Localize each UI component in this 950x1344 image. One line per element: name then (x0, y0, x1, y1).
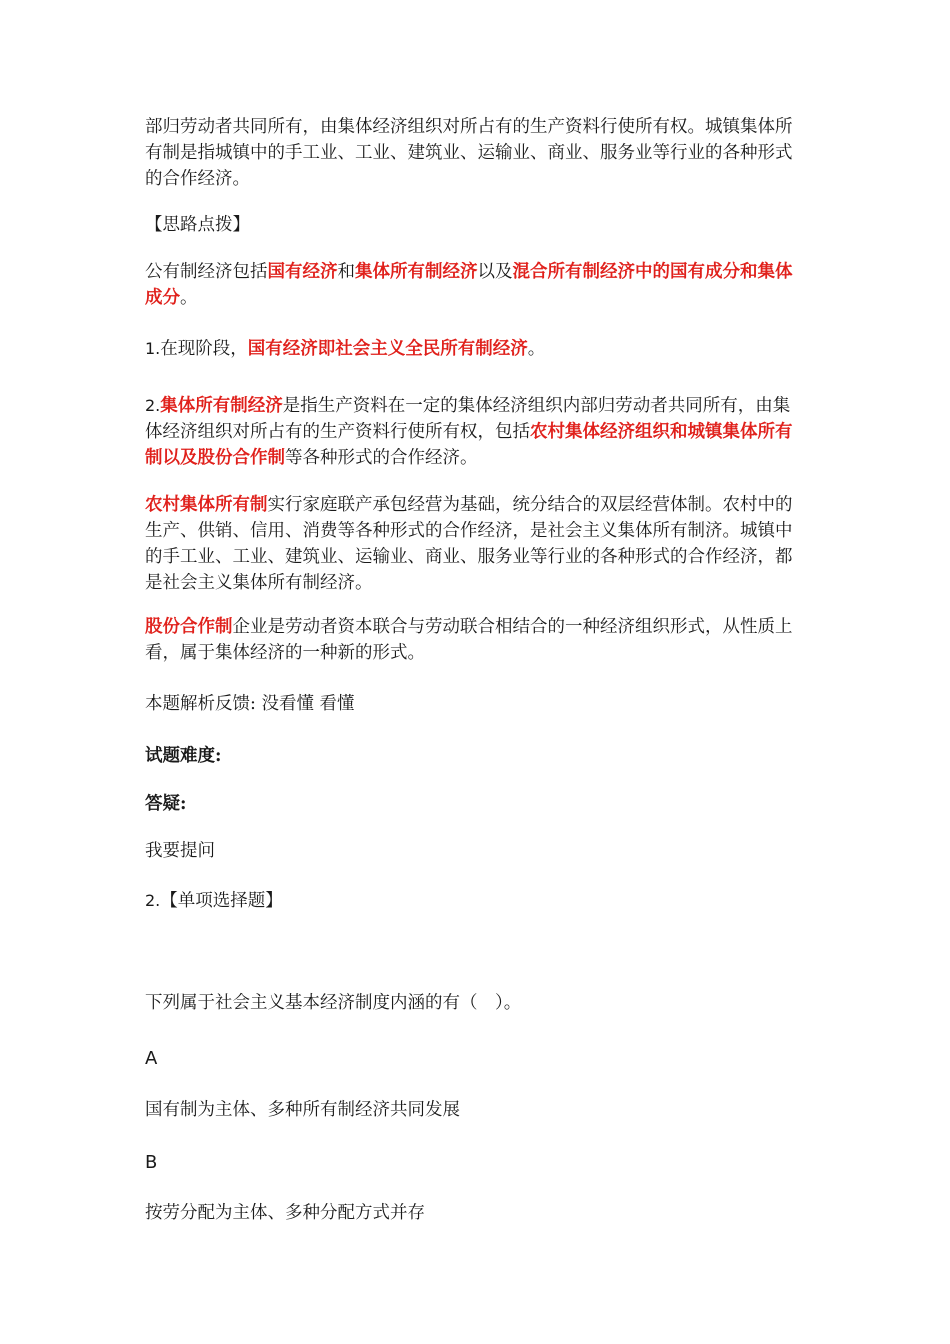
highlight-collective-economy: 集体所有制经济 (355, 262, 478, 282)
highlight-rural-collective: 农村集体所有制 (145, 495, 268, 515)
text-segment: 在现阶段， (160, 339, 248, 359)
question-type: 【单项选择题】 (160, 891, 283, 911)
text-segment: 和 (337, 262, 355, 282)
point-2-paragraph (145, 393, 805, 471)
text-segment: 实行家庭联产承包经营为基础，统分结合的双层经营体制。农村中的生产、供销、信用、消费等各种形式的合作经济，是社会主义集体所有制济。城镇中的手工业、工业、建筑业、运输业、商业、服务业等行业的各种形式的合作经济，都是社会主义集体所有制经济。 (145, 495, 793, 593)
feedback-row (145, 691, 805, 717)
text-segment: 。 (527, 339, 546, 359)
ask-question-link[interactable]: 我要提问 (145, 841, 215, 861)
point-number: 1. (145, 339, 161, 358)
text-segment: 。 (180, 288, 198, 308)
point-number: 2. (145, 396, 161, 415)
share-cooperative-paragraph (145, 614, 805, 666)
question-number: 2. (145, 891, 161, 910)
feedback-understood-link[interactable]: 看懂 (319, 694, 355, 714)
highlight-share-cooperative: 股份合作制 (145, 617, 233, 637)
difficulty-label: 试题难度: (145, 746, 222, 766)
highlight-state-ownership: 国有经济即社会主义全民所有制经济 (247, 339, 528, 359)
answer-label: 答疑: (145, 794, 187, 814)
point-1-paragraph (145, 336, 805, 362)
highlight-forms: 农村集体经济组织和城镇集体所有制以及股份合作制 (145, 422, 793, 468)
option-letter-b[interactable]: B (145, 1152, 158, 1173)
option-text-b[interactable]: 按劳分配为主体、多种分配方式并存 (145, 1203, 425, 1223)
question-stem: 下列属于社会主义基本经济制度内涵的有（ ）。 (145, 993, 522, 1013)
option-text-a[interactable]: 国有制为主体、多种所有制经济共同发展 (145, 1100, 460, 1120)
intro-paragraph: 部归劳动者共同所有，由集体经济组织对所占有的生产资料行使所有权。城镇集体所有制是指城镇中的手工业、工业、建筑业、运输业、商业、服务业等行业的各种形式的合作经济。 (145, 117, 793, 189)
question-2-header (145, 888, 805, 914)
highlight-mixed-economy: 混合所有制经济中的国有成分和集体成分 (145, 262, 793, 308)
hint-title: 【思路点拨】 (145, 215, 250, 235)
feedback-label: 本题解析反馈: (145, 694, 262, 714)
text-segment: 以及 (477, 262, 513, 282)
text-segment: 企业是劳动者资本联合与劳动联合相结合的一种经济组织形式，从性质上看，属于集体经济的一种新的形式。 (145, 617, 793, 663)
rural-collective-paragraph (145, 492, 805, 596)
option-letter-a[interactable]: A (145, 1048, 158, 1069)
public-ownership-paragraph (145, 259, 805, 311)
highlight-collective-ownership: 集体所有制经济 (160, 396, 283, 416)
text-segment: 是指生产资料在一定的集体经济组织内部归劳动者共同所有，由集体经济组织对所占有的生产资料行使所有权，包括 (145, 396, 791, 442)
text-segment: 公有制经济包括 (145, 262, 268, 282)
text-segment: 等各种形式的合作经济。 (285, 448, 478, 468)
highlight-state-economy: 国有经济 (267, 262, 338, 282)
feedback-not-understood-link[interactable]: 没看懂 (261, 694, 314, 714)
